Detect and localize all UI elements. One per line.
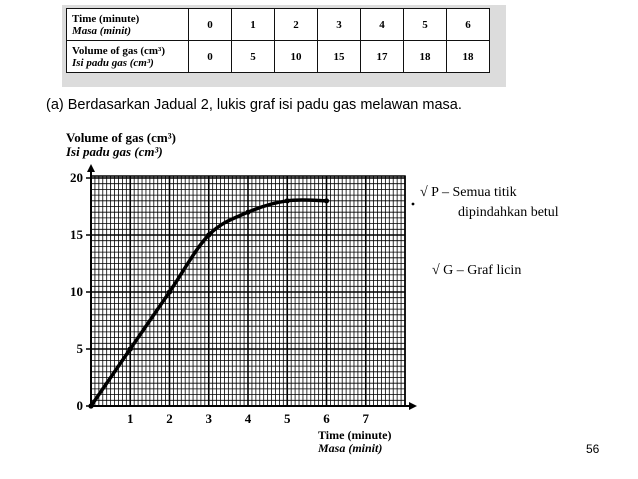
- x-axis-label: [318, 429, 391, 455]
- x-axis-label-en: Time (minute): [318, 428, 392, 442]
- table-cell: 0: [189, 9, 232, 41]
- data-point: [167, 289, 172, 294]
- header-label-en: Volume of gas (cm³): [72, 44, 166, 57]
- x-axis-arrow: [409, 402, 417, 410]
- table-cell: 3: [318, 9, 361, 41]
- y-axis-label-ms: Isi padu gas (cm³): [66, 144, 163, 159]
- data-point: [128, 346, 133, 351]
- table-cell: 5: [232, 41, 275, 73]
- table-cell: 6: [447, 9, 490, 41]
- note-p-line1: √ P – Semua titik: [420, 185, 517, 200]
- header-label-ms: Masa (minit): [72, 24, 131, 37]
- y-tick-label: 10: [70, 284, 83, 299]
- note-p-line2: dipindahkan betul: [458, 205, 559, 220]
- table-cell: 1: [232, 9, 275, 41]
- table-cell: 17: [361, 41, 404, 73]
- data-point: [206, 232, 211, 237]
- x-tick-label: 4: [244, 411, 252, 426]
- question-text: (a) Berdasarkan Jadual 2, lukis graf isi padu gas melawan masa.: [46, 97, 462, 113]
- x-tick-label: 6: [323, 411, 330, 426]
- table-cell: 18: [404, 41, 447, 73]
- x-axis-label-ms: Masa (minit): [318, 441, 383, 455]
- y-tick-label: 15: [70, 227, 83, 242]
- page-number: 56: [586, 442, 600, 456]
- table-cell: 4: [361, 9, 404, 41]
- data-point: [324, 198, 329, 203]
- data-point: [245, 210, 250, 215]
- data-point: [88, 403, 93, 408]
- table-cell: 0: [189, 41, 232, 73]
- table-cell: 15: [318, 41, 361, 73]
- header-label-en: Time (minute): [72, 12, 140, 25]
- y-axis-arrow: [87, 164, 95, 172]
- stray-dot: [412, 203, 415, 206]
- x-tick-label: 5: [284, 411, 291, 426]
- y-axis-label-en: Volume of gas (cm³): [66, 130, 176, 145]
- header-label-ms: Isi padu gas (cm³): [72, 56, 154, 69]
- x-tick-label: 7: [362, 411, 369, 426]
- note-g-line: √ G – Graf licin: [432, 263, 522, 278]
- x-tick-label: 1: [127, 411, 134, 426]
- table-cell: 18: [447, 41, 490, 73]
- x-tick-label: 3: [205, 411, 212, 426]
- table-cell: 5: [404, 9, 447, 41]
- data-point: [285, 198, 290, 203]
- y-tick-label: 20: [70, 170, 83, 185]
- x-tick-label: 2: [166, 411, 173, 426]
- y-tick-label: 0: [76, 398, 83, 413]
- y-tick-label: 5: [76, 341, 83, 356]
- table-cell: 10: [275, 41, 318, 73]
- table-cell: 2: [275, 9, 318, 41]
